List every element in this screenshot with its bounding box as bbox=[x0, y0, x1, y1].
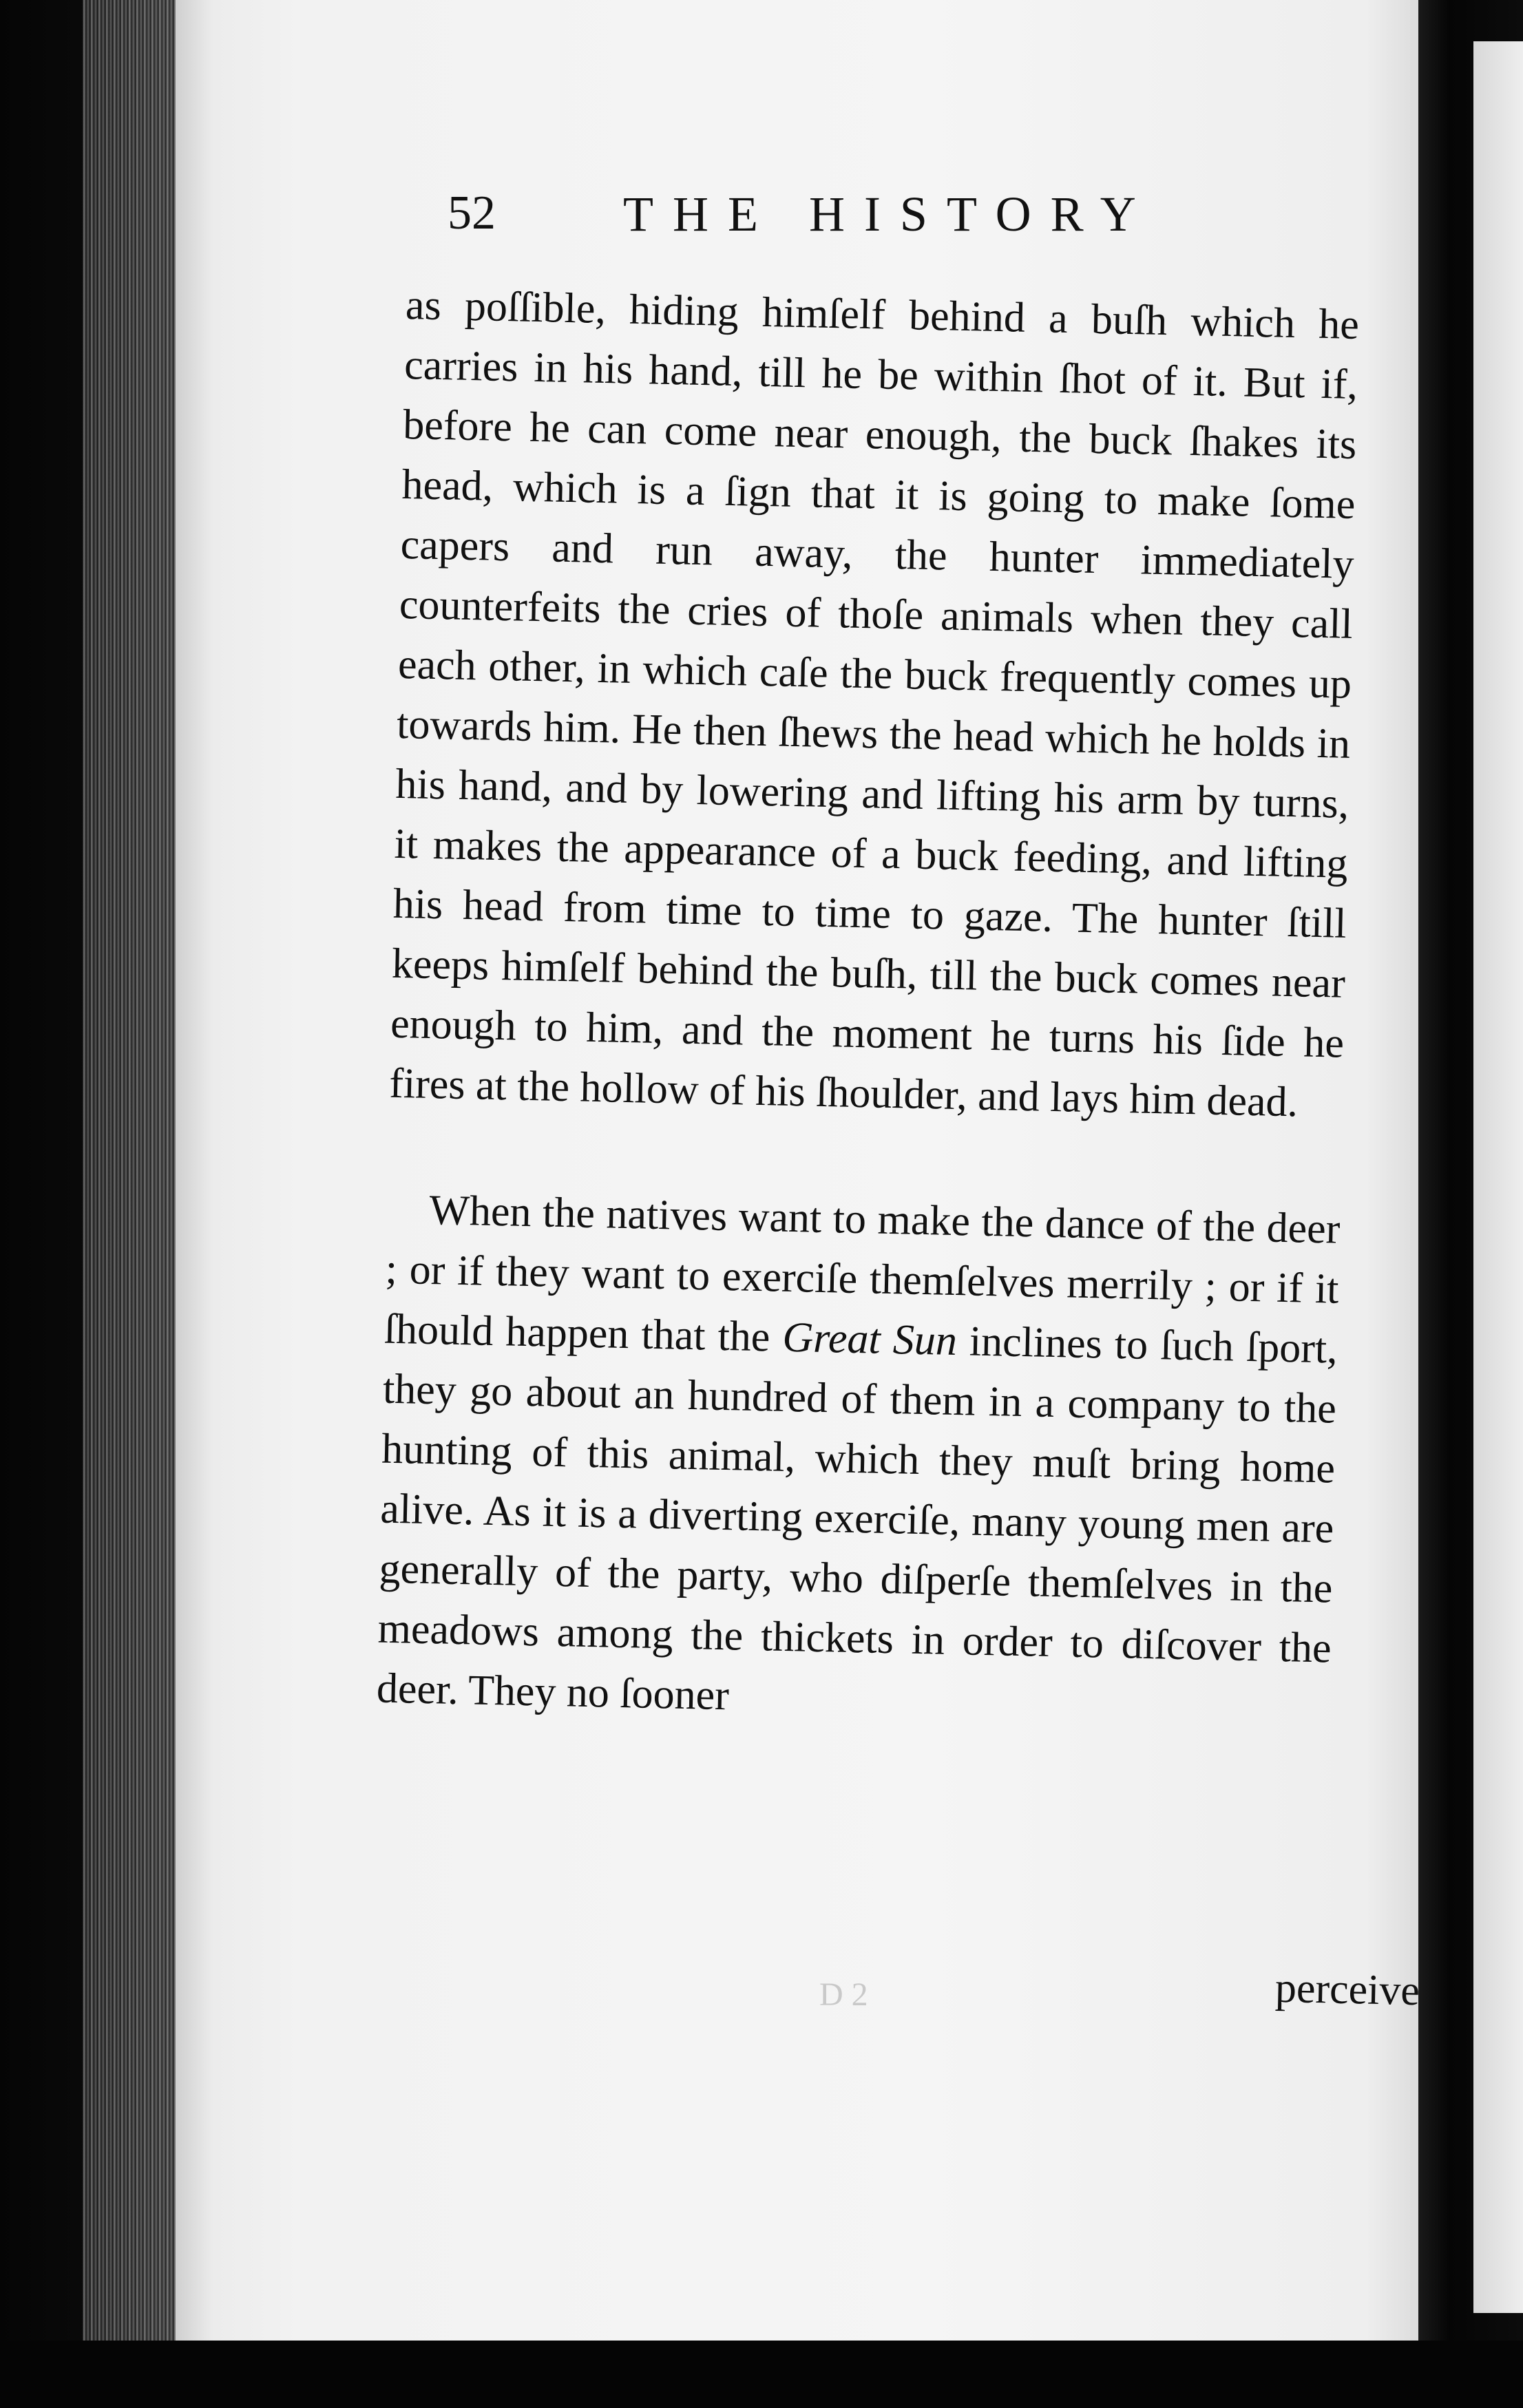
paragraph-1: as poſſible, hiding himſelf behind a buſh which he carries in his hand, till he be within ſhot of it. But if, before he can come near enough, the buck ſhakes its head, which is a ſign that it is going to make ſome capers and run away, the hunter immediately counterfeits the cries of thoſe animals when they call each other, in which caſe the buck frequently comes up towards him. He then ſhews the head which he holds in his hand, and by lowering and lifting his arm by turns, it makes the appearance of a buck feeding, and lifting his head from time to time to gaze. The hunter ſtill keeps himſelf behind the buſh, till the buck comes near enough to him, and the moment he turns his ſide he fires at the hollow of his ſhoulder, and lays him dead. bbox=[388, 281, 1360, 1126]
body-text bbox=[376, 275, 1360, 1739]
next-page-edge bbox=[1473, 41, 1523, 2313]
signature-mark: D 2 bbox=[819, 1976, 868, 2013]
paragraph-2-start: When the natives want to make the dance of the deer ; or if they want to exerciſe themſelves merrily ; or if it ſhould happen that the bbox=[384, 1187, 1341, 1361]
page-number: 52 bbox=[448, 187, 496, 240]
italic-phrase: Great Sun bbox=[781, 1313, 958, 1365]
paragraph-2 bbox=[376, 1180, 1341, 1739]
page-header bbox=[448, 186, 1205, 262]
catchword: perceive bbox=[1274, 1964, 1420, 2015]
bottom-margin-shadow bbox=[0, 2341, 1523, 2408]
running-title: THE HISTORY bbox=[623, 187, 1155, 242]
paragraph-2-end: inclines to ſuch ſport, they go about an hundred of them in a company to the hunting of this animal, which they muſt bring home alive. As it is a diverting exerciſe, many young men are generally of the party, who diſperſe themſelves in the meadows among the thickets in order to diſcover the deer. They no ſooner bbox=[376, 1318, 1338, 1720]
